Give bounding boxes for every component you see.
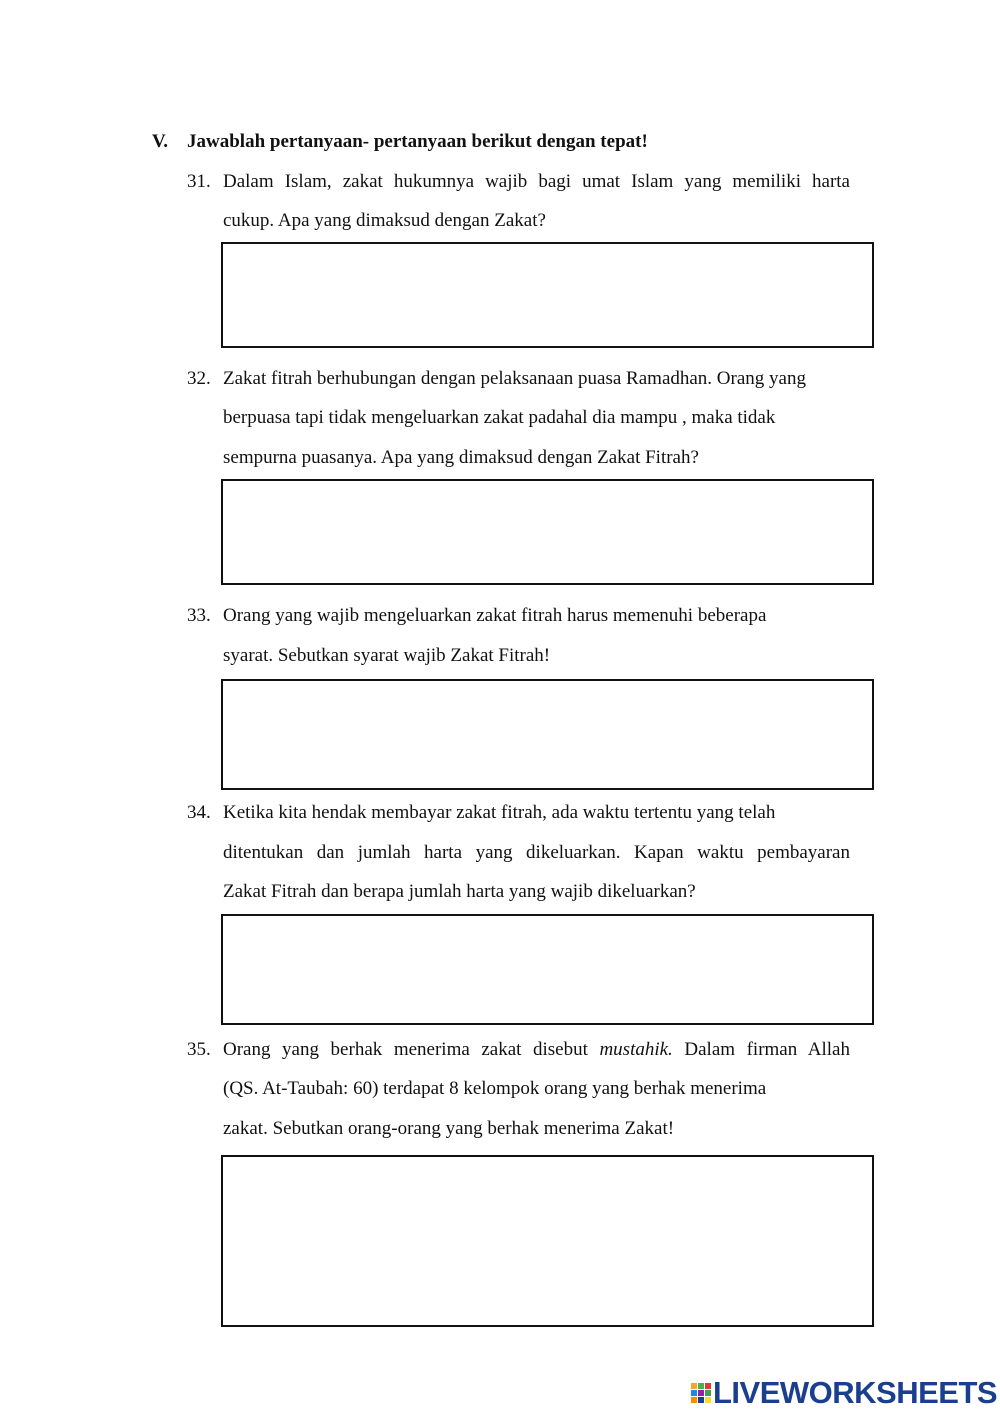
section-instruction: Jawablah pertanyaan- pertanyaan berikut dengan tepat!: [187, 131, 648, 152]
question-32-number: 32.: [187, 368, 211, 389]
question-35-term-mustahik: mustahik.: [599, 1039, 673, 1060]
question-31-answer-box[interactable]: [221, 242, 874, 348]
question-34-line-1: Ketika kita hendak membayar zakat fitrah, ada waktu tertentu yang telah: [223, 802, 776, 823]
question-31-line-2: cukup. Apa yang dimaksud dengan Zakat?: [223, 210, 546, 231]
question-35-line-1-start: Orang yang berhak menerima zakat disebut: [223, 1039, 600, 1060]
section-heading: [152, 130, 648, 154]
question-33-line-2: syarat. Sebutkan syarat wajib Zakat Fitrah!: [223, 645, 551, 666]
question-34-number: 34.: [187, 802, 211, 823]
question-35-line-1: [223, 1038, 850, 1062]
question-35-number: 35.: [187, 1039, 211, 1060]
question-34-answer-box[interactable]: [221, 914, 874, 1025]
liveworksheets-brand: [691, 1376, 997, 1410]
question-35-line-1-end: Dalam firman Allah: [672, 1039, 850, 1060]
question-32-line-3: sempurna puasanya. Apa yang dimaksud dengan Zakat Fitrah?: [223, 447, 699, 468]
question-33-answer-box[interactable]: [221, 679, 874, 790]
question-32-answer-box[interactable]: [221, 479, 874, 585]
liveworksheets-wordmark: LIVEWORKSHEETS: [713, 1375, 998, 1410]
liveworksheets-logo-icon: [691, 1381, 711, 1405]
question-35-answer-box[interactable]: [221, 1155, 874, 1327]
question-33-number: 33.: [187, 605, 211, 626]
question-32-line-2: berpuasa tapi tidak mengeluarkan zakat padahal dia mampu , maka tidak: [223, 407, 776, 428]
question-33-line-1: Orang yang wajib mengeluarkan zakat fitrah harus memenuhi beberapa: [223, 605, 767, 626]
section-numeral: V.: [152, 131, 169, 152]
question-35-line-3: zakat. Sebutkan orang-orang yang berhak menerima Zakat!: [223, 1118, 675, 1139]
question-31-number: 31.: [187, 171, 211, 192]
question-34-line-3: Zakat Fitrah dan berapa jumlah harta yang wajib dikeluarkan?: [223, 881, 696, 902]
question-32-line-1: Zakat fitrah berhubungan dengan pelaksanaan puasa Ramadhan. Orang yang: [223, 368, 806, 389]
question-31-line-1: Dalam Islam, zakat hukumnya wajib bagi umat Islam yang memiliki harta: [223, 171, 850, 192]
question-34-line-2: ditentukan dan jumlah harta yang dikeluarkan. Kapan waktu pembayaran: [223, 842, 850, 863]
question-35-line-2: (QS. At-Taubah: 60) terdapat 8 kelompok orang yang berhak menerima: [223, 1078, 767, 1099]
